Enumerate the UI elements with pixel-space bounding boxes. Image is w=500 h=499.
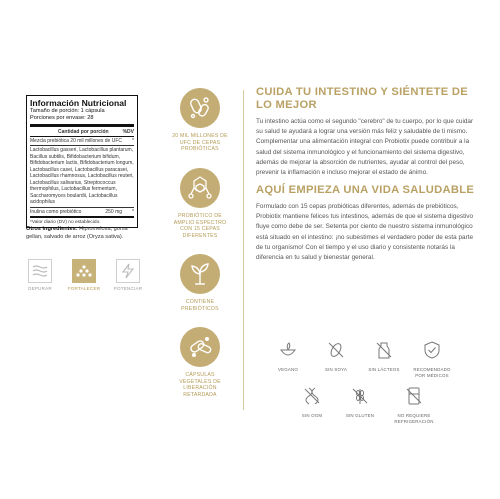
badges-row-1 [268, 340, 468, 378]
badge-no-dairy [364, 340, 404, 378]
badge-no-soy [316, 340, 356, 378]
mini-label: DEPURAR [28, 286, 52, 291]
badge-label: SIN GLUTEN [345, 413, 375, 418]
badge-no-refrigeration [388, 386, 440, 424]
bacteria-icon [180, 88, 220, 128]
vegan-bowl-icon [278, 340, 298, 360]
nutrition-header-row [30, 128, 134, 137]
feature-capsules [169, 327, 231, 398]
shield-check-icon [422, 340, 442, 360]
badge-label: SIN OGM [301, 413, 323, 418]
heading-healthy-life: AQUÍ EMPIEZA UNA VIDA SALUDABLE [256, 184, 475, 197]
no-fridge-icon [404, 386, 424, 406]
badge-label: SIN SOYA [324, 367, 347, 372]
mini-icon-potenciar [114, 259, 142, 291]
capsule-icon [180, 327, 220, 367]
feature-label: PROBIÓTICO DE AMPLIO ESPECTRO CON 15 CEPAS DIFERENTES [173, 213, 227, 239]
description-column [256, 86, 478, 263]
feature-column [160, 0, 242, 499]
badge-no-gluten [340, 386, 380, 424]
feature-cfu [169, 88, 231, 153]
nutrition-title: Información Nutricional [30, 98, 127, 108]
badge-vegan [268, 340, 308, 378]
paragraph-intro: Tu intestino actúa como el segundo "cerebro" de tu cuerpo, por lo que cuidar su salud te ayudará a lograr una versión más feliz y saludable de ti mismo. Complementar una alimentación integral con Probiotix puede contribuir a la salud del sistema inmunológico y el funcionamiento del sistema digestivo, además de mejorar la absorción de nutrientes, ayudar al control del peso, prevenir la inflamación e incluso mejorar el estado de ánimo. [256, 117, 474, 177]
inulin-dv: * [132, 208, 134, 215]
badge-label: SIN LÁCTEOS [368, 367, 400, 372]
serving-size: Tamaño de porción: 1 cápsula [30, 108, 105, 114]
dv-header: %DV [122, 128, 134, 135]
nutrition-facts-panel [26, 95, 138, 228]
no-dairy-icon [374, 340, 394, 360]
qty-header: Cantidad por porción [58, 128, 109, 135]
mix-dv: * [132, 137, 134, 144]
badge-no-gmo [292, 386, 332, 424]
mini-icon-fortalecer [67, 259, 101, 291]
ingredients-label: Otros ingredientes: [26, 226, 78, 232]
feature-label: CONTIENE PREBIÓTICOS [181, 299, 219, 312]
ingredients-text: Hipromelosa, goma gellan, salvado de arroz (Oryza sativa). [26, 226, 128, 240]
waves-icon [28, 259, 52, 283]
heading-care-intestine: CUIDA TU INTESTINO Y SIÉNTETE DE LO MEJOR [256, 86, 469, 112]
column-divider [243, 90, 244, 410]
other-ingredients [26, 226, 144, 241]
bolt-icon [116, 259, 140, 283]
badges-grid [268, 340, 468, 432]
mix-name: Mezcla prebiótica 20 mil millones de UFC [30, 137, 122, 144]
no-gluten-icon [350, 386, 370, 406]
strains-list: Lactobacillus gasseri, Lactobacillus plantarum, Bacillus subtilis, Bifidobacterium bifidum, Bifidobacterium lactis, Bifidobacterium longum, Lactobacillus casei, Lactobacillus paracasei, Lactobacillus rhamnosus, Lactobacillus reuteri, Lactobacillus salivarius, Streptococcus thermophilus, Lactobacillus fermentum, Saccharomyces boulardii, Lactobacillus acidophilus [30, 146, 134, 208]
servings-per-container: Porciones por envase: 28 [30, 114, 94, 121]
inulin-name: Inulina como prebiótico [30, 208, 82, 215]
badge-label: RECOMENDADO POR MÉDICOS [413, 367, 451, 378]
mini-icon-depurar [26, 259, 54, 291]
nutrition-divider [30, 124, 134, 127]
feature-label: CÁPSULAS VEGETALES DE LIBERACIÓN RETARDADA [179, 372, 221, 398]
mini-label: FORTALECER [67, 286, 101, 291]
badge-label: NO REQUIERE REFRIGERACIÓN [394, 413, 434, 424]
feature-prebiotics [169, 254, 231, 312]
feature-strains [169, 168, 231, 239]
molecule-icon [180, 168, 220, 208]
inulin-row [30, 208, 134, 219]
mini-label: POTENCIAR [113, 286, 143, 291]
badges-row-2 [268, 386, 468, 424]
sprout-icon [180, 254, 220, 294]
nutrition-footnote: *Valor diario (DV) no establecido. [30, 220, 101, 226]
feature-label: 20 MIL MILLONES DE UFC DE CEPAS PROBIÓTICAS [172, 133, 228, 152]
no-soy-icon [326, 340, 346, 360]
dots-icon [72, 259, 96, 283]
badge-doctor-recommended [412, 340, 452, 378]
no-gmo-icon [302, 386, 322, 406]
mix-row [30, 137, 134, 147]
inulin-qty: 250 mg [105, 208, 123, 215]
paragraph-formula: Formulado con 15 cepas probióticas diferentes, además de prebióticos, Probiotix mantiene felices tus intestinos, además de que el sistema digestivo fluye como debe de ser. Setenta por ciento de nuestro sistema inmunológico está situado en el intestino: ¡no subestimes el verdadero poder de esta parte de tu organismo! Con el tiempo y el uso diario y consistente notarás la diferencia en tu salud y bienestar general. [256, 202, 474, 262]
badge-label: VEGANO [278, 367, 298, 372]
